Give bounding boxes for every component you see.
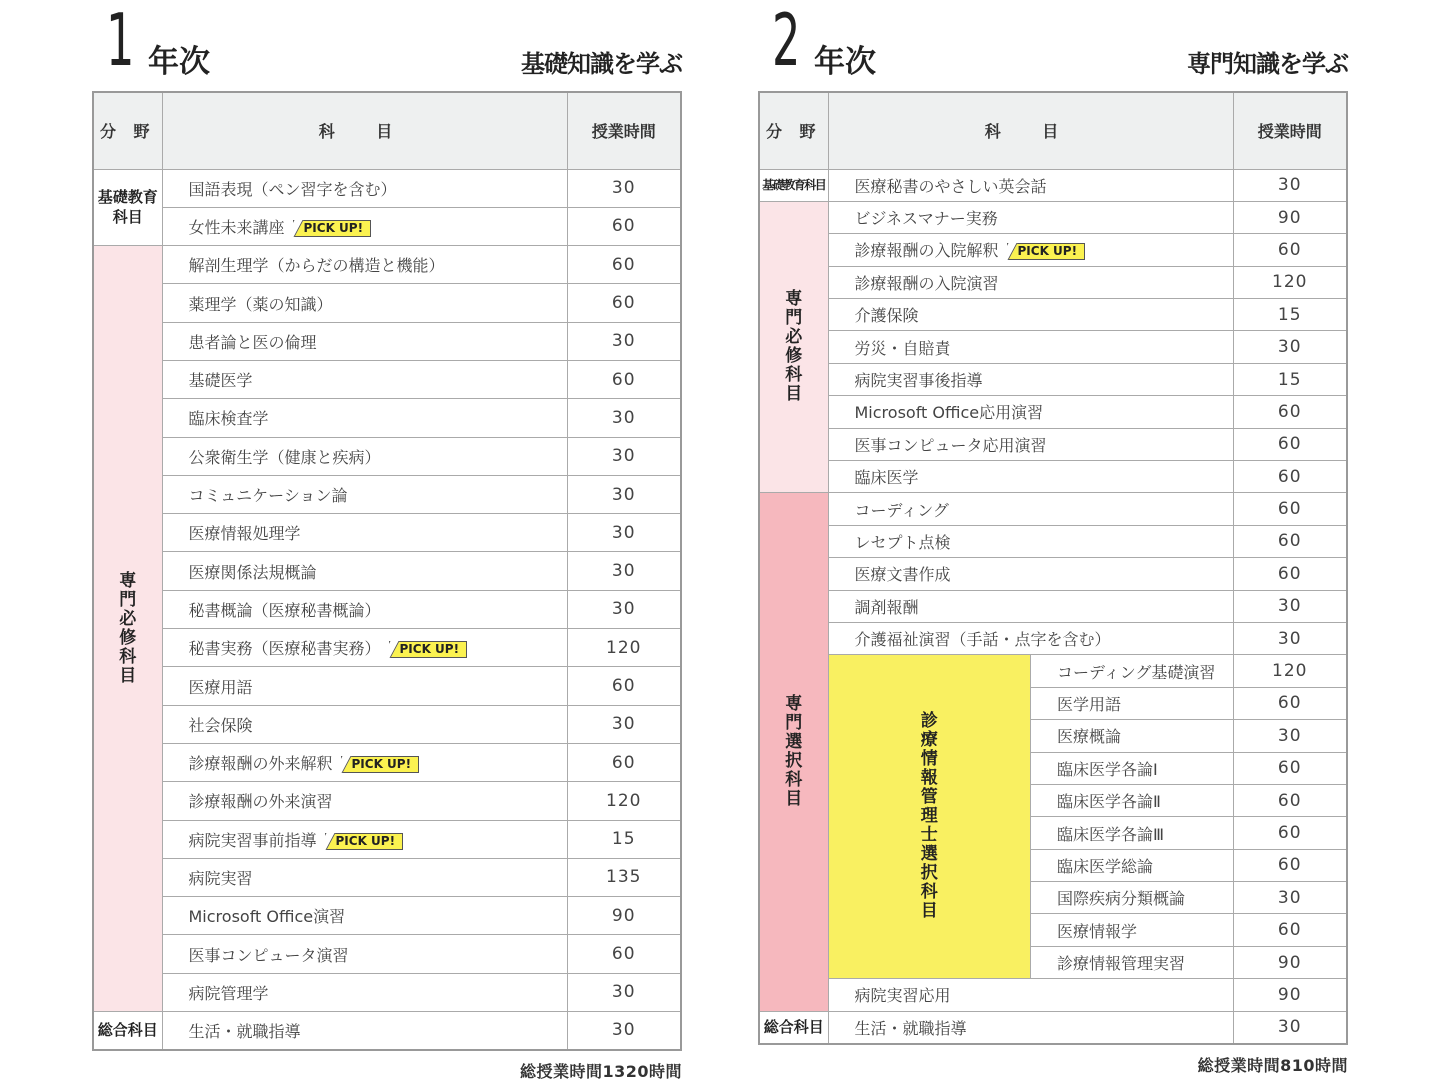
header-field: 分 野 bbox=[93, 92, 162, 169]
year1-total-hours: 総授業時間1320時間 bbox=[519, 1061, 682, 1080]
subject-text: 基礎医学 bbox=[188, 371, 253, 391]
hours-cell: 60 bbox=[1233, 234, 1347, 266]
table-header-row bbox=[93, 92, 681, 169]
table-row bbox=[759, 234, 1347, 266]
subject-cell bbox=[162, 552, 567, 590]
table-row bbox=[93, 1012, 681, 1050]
hours-cell: 30 bbox=[567, 1012, 681, 1050]
subject-cell bbox=[828, 979, 1233, 1011]
subject-cell bbox=[162, 514, 567, 552]
subject-cell bbox=[1031, 720, 1234, 752]
table-row bbox=[93, 629, 681, 667]
table-row bbox=[93, 820, 681, 858]
hours-cell: 15 bbox=[567, 820, 681, 858]
table-row bbox=[93, 552, 681, 590]
subject-text: 解剖生理学（からだの構造と機能） bbox=[188, 256, 445, 276]
table-row bbox=[759, 331, 1347, 363]
subject-text: 医事コンピュータ演習 bbox=[188, 945, 349, 965]
subject-text: 女性未来講座 bbox=[188, 217, 285, 237]
subject-cell bbox=[1031, 849, 1234, 881]
category-cell: 基礎教育科目 bbox=[759, 169, 828, 201]
year2-number: 2 bbox=[772, 0, 801, 82]
hours-cell: 30 bbox=[1233, 331, 1347, 363]
table-row bbox=[759, 493, 1347, 525]
subject-text: 病院実習 bbox=[188, 868, 253, 888]
hours-cell: 90 bbox=[567, 897, 681, 935]
year2-panel bbox=[758, 0, 1348, 1076]
subject-text: 生活・就職指導 bbox=[188, 1021, 301, 1041]
subject-cell bbox=[828, 266, 1233, 298]
subject-cell bbox=[162, 897, 567, 935]
table-row bbox=[93, 782, 681, 820]
hours-cell: 30 bbox=[567, 437, 681, 475]
subject-text: 秘書実務（医療秘書実務） bbox=[188, 639, 381, 659]
hours-cell: 135 bbox=[567, 858, 681, 896]
subject-cell bbox=[162, 820, 567, 858]
subject-cell bbox=[1031, 752, 1234, 784]
subject-cell bbox=[828, 396, 1233, 428]
subject-cell bbox=[828, 558, 1233, 590]
subject-text: 医療情報処理学 bbox=[188, 524, 301, 544]
header-hours: 授業時間 bbox=[567, 92, 681, 169]
subject-text: 国際疾病分類概論 bbox=[1057, 889, 1186, 909]
year1-curriculum-table bbox=[92, 91, 682, 1051]
table-row bbox=[93, 360, 681, 398]
subject-text: コーディング基礎演習 bbox=[1057, 662, 1216, 682]
table-row bbox=[93, 935, 681, 973]
table-row bbox=[93, 207, 681, 245]
subject-cell bbox=[162, 935, 567, 973]
table-header-row bbox=[759, 92, 1347, 169]
hours-cell: 60 bbox=[567, 667, 681, 705]
hours-cell: 90 bbox=[1233, 979, 1347, 1011]
subject-text: 公衆衛生学（健康と疾病） bbox=[188, 447, 381, 467]
table-row bbox=[93, 322, 681, 360]
table-row bbox=[93, 475, 681, 513]
hours-cell: 30 bbox=[1233, 882, 1347, 914]
year1-number: 1 bbox=[106, 0, 135, 82]
table-row bbox=[759, 558, 1347, 590]
hours-cell: 30 bbox=[1233, 590, 1347, 622]
table-row bbox=[759, 461, 1347, 493]
table-row bbox=[759, 655, 1347, 687]
pick-up-badge: PICK UP! bbox=[325, 833, 404, 850]
year1-subtitle: 基礎知識を学ぶ bbox=[521, 50, 682, 78]
subject-cell bbox=[162, 667, 567, 705]
subject-text: 医療文書作成 bbox=[854, 565, 951, 585]
year2-suffix: 年次 bbox=[814, 44, 876, 80]
year2-table-body bbox=[759, 169, 1347, 1044]
hours-cell: 30 bbox=[1233, 622, 1347, 654]
subject-cell bbox=[1031, 914, 1234, 946]
subject-text: 生活・就職指導 bbox=[854, 1018, 967, 1038]
subject-cell bbox=[162, 284, 567, 322]
hours-cell: 60 bbox=[1233, 428, 1347, 460]
subject-cell bbox=[162, 322, 567, 360]
year1-panel bbox=[92, 0, 682, 1080]
table-row bbox=[93, 973, 681, 1011]
table-row bbox=[759, 1011, 1347, 1043]
subject-cell bbox=[162, 743, 567, 781]
subject-cell bbox=[828, 169, 1233, 201]
header-subject: 科 目 bbox=[828, 92, 1233, 169]
hours-cell: 30 bbox=[567, 322, 681, 360]
subject-cell bbox=[162, 1012, 567, 1050]
hours-cell: 30 bbox=[567, 973, 681, 1011]
subject-cell bbox=[162, 705, 567, 743]
table-row bbox=[93, 246, 681, 284]
table-row bbox=[93, 284, 681, 322]
table-row bbox=[93, 514, 681, 552]
subject-text: 診療報酬の入院解釈 bbox=[854, 241, 999, 261]
header-field: 分 野 bbox=[759, 92, 828, 169]
subject-cell bbox=[162, 973, 567, 1011]
subject-cell bbox=[162, 475, 567, 513]
table-row bbox=[759, 201, 1347, 233]
year1-table-body bbox=[93, 169, 681, 1050]
hours-cell: 60 bbox=[1233, 752, 1347, 784]
pick-up-badge: PICK UP! bbox=[389, 641, 468, 658]
subject-text: 医療情報学 bbox=[1057, 921, 1138, 941]
year1-suffix: 年次 bbox=[148, 44, 210, 80]
subject-cell bbox=[162, 246, 567, 284]
hours-cell: 60 bbox=[1233, 914, 1347, 946]
hours-cell: 60 bbox=[567, 207, 681, 245]
subject-text: 患者論と医の倫理 bbox=[188, 332, 317, 352]
subject-cell bbox=[1031, 687, 1234, 719]
subject-text: コーディング bbox=[854, 500, 949, 520]
hours-cell: 60 bbox=[1233, 558, 1347, 590]
year2-subtitle: 専門知識を学ぶ bbox=[1187, 50, 1348, 78]
header-hours: 授業時間 bbox=[1233, 92, 1347, 169]
category-cell: 総合科目 bbox=[759, 1011, 828, 1043]
header-subject: 科 目 bbox=[162, 92, 567, 169]
category-cell bbox=[93, 246, 162, 1012]
subject-cell bbox=[828, 299, 1233, 331]
year1-header bbox=[92, 0, 682, 91]
subject-text: 診療情報管理実習 bbox=[1057, 954, 1186, 974]
hours-cell: 60 bbox=[1233, 461, 1347, 493]
subject-text: レセプト点検 bbox=[854, 532, 951, 552]
hours-cell: 60 bbox=[1233, 396, 1347, 428]
hours-cell: 15 bbox=[1233, 363, 1347, 395]
hours-cell: 60 bbox=[1233, 784, 1347, 816]
hours-cell: 30 bbox=[567, 475, 681, 513]
subject-cell bbox=[162, 782, 567, 820]
category-label: 専門必修科目 bbox=[785, 289, 803, 405]
subject-text: 臨床医学総論 bbox=[1057, 856, 1154, 876]
subject-text: 医学用語 bbox=[1057, 694, 1122, 714]
category-label: 専門必修科目 bbox=[119, 570, 137, 686]
subject-text: 病院管理学 bbox=[188, 983, 269, 1003]
hours-cell: 30 bbox=[1233, 169, 1347, 201]
subject-cell bbox=[828, 428, 1233, 460]
hours-cell: 60 bbox=[1233, 493, 1347, 525]
table-row bbox=[759, 169, 1347, 201]
hours-cell: 120 bbox=[1233, 266, 1347, 298]
subject-text: 国語表現（ペン習字を含む） bbox=[188, 179, 397, 199]
hours-cell: 30 bbox=[567, 514, 681, 552]
year2-header bbox=[758, 0, 1348, 91]
table-row bbox=[93, 590, 681, 628]
subject-cell bbox=[828, 461, 1233, 493]
subject-cell bbox=[162, 858, 567, 896]
subject-cell bbox=[828, 201, 1233, 233]
subject-cell bbox=[828, 590, 1233, 622]
table-row bbox=[93, 705, 681, 743]
subject-text: コミュニケーション論 bbox=[188, 486, 348, 506]
subject-cell bbox=[828, 622, 1233, 654]
subject-text: 介護保険 bbox=[854, 306, 919, 326]
table-row bbox=[759, 525, 1347, 557]
subject-cell bbox=[828, 331, 1233, 363]
table-row bbox=[759, 428, 1347, 460]
hours-cell: 30 bbox=[567, 552, 681, 590]
pick-up-badge: PICK UP! bbox=[1007, 243, 1086, 260]
hours-cell: 120 bbox=[567, 782, 681, 820]
subject-text: 診療報酬の外来解釈 bbox=[188, 754, 333, 774]
subject-text: 薬理学（薬の知識） bbox=[188, 294, 333, 314]
subject-text: 介護福祉演習（手話・点字を含む） bbox=[854, 630, 1111, 650]
subject-text: Microsoft Office応用演習 bbox=[854, 403, 1044, 423]
subject-text: 医療関係法規概論 bbox=[188, 562, 317, 582]
subject-cell bbox=[162, 360, 567, 398]
table-row bbox=[759, 396, 1347, 428]
subject-cell bbox=[1031, 817, 1234, 849]
hours-cell: 30 bbox=[1233, 720, 1347, 752]
hours-cell: 60 bbox=[1233, 687, 1347, 719]
subject-text: 医事コンピュータ応用演習 bbox=[854, 435, 1047, 455]
table-row bbox=[759, 622, 1347, 654]
table-row bbox=[93, 169, 681, 207]
table-row bbox=[93, 399, 681, 437]
category-label: 診療情報管理士選択科目 bbox=[920, 711, 938, 922]
category-label: 専門選択科目 bbox=[785, 694, 803, 810]
hours-cell: 60 bbox=[567, 743, 681, 781]
subject-text: 秘書概論（医療秘書概論） bbox=[188, 600, 381, 620]
subject-cell bbox=[162, 590, 567, 628]
subject-text: 臨床医学各論Ⅱ bbox=[1057, 792, 1161, 812]
hours-cell: 30 bbox=[567, 705, 681, 743]
subject-cell bbox=[828, 493, 1233, 525]
table-row bbox=[759, 979, 1347, 1011]
subject-text: 診療報酬の入院演習 bbox=[854, 273, 999, 293]
table-row bbox=[93, 743, 681, 781]
hours-cell: 90 bbox=[1233, 201, 1347, 233]
hours-cell: 60 bbox=[567, 284, 681, 322]
subject-cell bbox=[828, 234, 1233, 266]
subject-cell bbox=[1031, 946, 1234, 978]
subject-cell bbox=[1031, 882, 1234, 914]
subject-text: 病院実習事前指導 bbox=[188, 830, 317, 850]
subject-cell bbox=[162, 437, 567, 475]
subject-cell bbox=[162, 399, 567, 437]
category-cell: 基礎教育科目 bbox=[93, 169, 162, 246]
table-row bbox=[759, 299, 1347, 331]
hours-cell: 60 bbox=[1233, 817, 1347, 849]
table-row bbox=[93, 437, 681, 475]
year2-curriculum-table bbox=[758, 91, 1348, 1045]
subject-text: 臨床検査学 bbox=[188, 409, 269, 429]
hours-cell: 60 bbox=[567, 246, 681, 284]
pick-up-badge: PICK UP! bbox=[341, 756, 420, 773]
subject-text: 診療報酬の外来演習 bbox=[188, 792, 333, 812]
subject-text: 医療概論 bbox=[1057, 727, 1122, 747]
subject-cell bbox=[1031, 784, 1234, 816]
hours-cell: 30 bbox=[567, 169, 681, 207]
subject-text: 病院実習応用 bbox=[854, 986, 951, 1006]
subject-cell bbox=[1031, 655, 1234, 687]
subject-text: Microsoft Office演習 bbox=[188, 907, 346, 927]
hours-cell: 60 bbox=[1233, 525, 1347, 557]
pick-up-badge: PICK UP! bbox=[293, 220, 372, 237]
category-cell: 総合科目 bbox=[93, 1012, 162, 1050]
category-cell bbox=[828, 655, 1031, 979]
subject-cell bbox=[828, 525, 1233, 557]
hours-cell: 60 bbox=[1233, 849, 1347, 881]
subject-cell bbox=[828, 1011, 1233, 1043]
subject-text: ビジネスマナー実務 bbox=[854, 209, 998, 229]
subject-text: 医療用語 bbox=[188, 677, 253, 697]
hours-cell: 15 bbox=[1233, 299, 1347, 331]
table-row bbox=[759, 590, 1347, 622]
category-cell bbox=[759, 493, 828, 1011]
hours-cell: 30 bbox=[567, 590, 681, 628]
table-row bbox=[93, 897, 681, 935]
table-row bbox=[93, 667, 681, 705]
table-row bbox=[93, 858, 681, 896]
category-cell bbox=[759, 201, 828, 493]
year2-total-hours: 総授業時間810時間 bbox=[1197, 1055, 1348, 1075]
hours-cell: 90 bbox=[1233, 946, 1347, 978]
table-row bbox=[759, 266, 1347, 298]
subject-text: 病院実習事後指導 bbox=[854, 371, 983, 391]
subject-cell bbox=[162, 629, 567, 667]
subject-text: 調剤報酬 bbox=[854, 597, 919, 617]
hours-cell: 60 bbox=[567, 360, 681, 398]
subject-cell bbox=[162, 207, 567, 245]
subject-cell bbox=[828, 363, 1233, 395]
subject-text: 臨床医学各論Ⅲ bbox=[1057, 824, 1165, 844]
hours-cell: 60 bbox=[567, 935, 681, 973]
subject-cell bbox=[162, 169, 567, 207]
table-row bbox=[759, 363, 1347, 395]
hours-cell: 120 bbox=[1233, 655, 1347, 687]
subject-text: 労災・自賠責 bbox=[854, 338, 951, 358]
subject-text: 医療秘書のやさしい英会話 bbox=[854, 176, 1047, 196]
hours-cell: 120 bbox=[567, 629, 681, 667]
subject-text: 臨床医学 bbox=[854, 468, 919, 488]
hours-cell: 30 bbox=[1233, 1011, 1347, 1043]
subject-text: 臨床医学各論Ⅰ bbox=[1057, 759, 1158, 779]
hours-cell: 30 bbox=[567, 399, 681, 437]
subject-text: 社会保険 bbox=[188, 715, 253, 735]
